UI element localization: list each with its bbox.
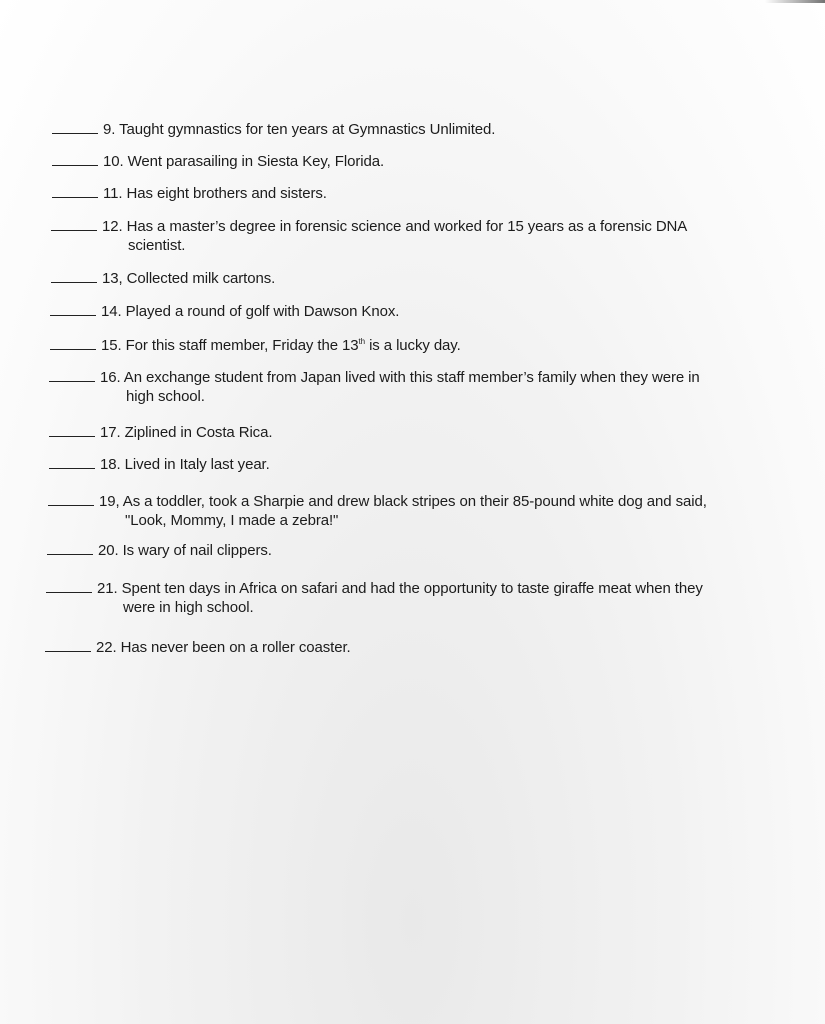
item-text: 18. Lived in Italy last year. [100, 456, 270, 473]
answer-blank[interactable] [49, 467, 95, 469]
item-text: 22. Has never been on a roller coaster. [96, 639, 351, 656]
answer-blank[interactable] [50, 314, 96, 316]
list-item [51, 269, 275, 288]
item-text: 21. Spent ten days in Africa on safari and had the opportunity to taste giraffe meat when they [97, 580, 703, 597]
answer-blank[interactable] [48, 504, 94, 506]
list-item [52, 152, 384, 171]
answer-blank[interactable] [47, 553, 93, 555]
list-item [51, 217, 687, 255]
item-text: 11. Has eight brothers and sisters. [103, 185, 327, 202]
list-item [45, 638, 351, 657]
list-item [49, 423, 272, 442]
page-edge-shadow [765, 0, 825, 3]
item-text: 15. For this staff member, Friday the 13th is a lucky day. [101, 337, 461, 354]
list-item [49, 455, 270, 474]
item-text: 19, As a toddler, took a Sharpie and drew black stripes on their 85-pound white dog and said, [99, 493, 707, 510]
answer-blank[interactable] [49, 380, 95, 382]
item-text: 16. An exchange student from Japan lived with this staff member’s family when they were in [100, 369, 700, 386]
item-text: 20. Is wary of nail clippers. [98, 542, 272, 559]
item-text: 10. Went parasailing in Siesta Key, Florida. [103, 153, 385, 170]
item-text: 12. Has a master’s degree in forensic science and worked for 15 years as a forensic DNA [102, 218, 688, 235]
list-item [46, 579, 703, 617]
answer-blank[interactable] [52, 132, 98, 134]
list-item [48, 492, 707, 530]
item-text: 13, Collected milk cartons. [102, 270, 276, 287]
list-item [47, 541, 272, 560]
list-item [52, 184, 327, 203]
list-item [50, 336, 461, 355]
answer-blank[interactable] [51, 229, 97, 231]
item-text-continued: were in high school. [123, 599, 254, 616]
answer-blank[interactable] [49, 435, 95, 437]
answer-blank[interactable] [51, 281, 97, 283]
item-text-continued: "Look, Mommy, I made a zebra!" [125, 512, 339, 529]
item-text: 14. Played a round of golf with Dawson Knox. [101, 303, 400, 320]
answer-blank[interactable] [50, 348, 96, 350]
item-text-continued: high school. [126, 388, 205, 405]
item-text: 9. Taught gymnastics for ten years at Gymnastics Unlimited. [103, 121, 496, 138]
item-text: 17. Ziplined in Costa Rica. [100, 424, 273, 441]
item-text-continued: scientist. [128, 237, 186, 254]
list-item [49, 368, 700, 406]
list-item [50, 302, 399, 321]
answer-blank[interactable] [52, 196, 98, 198]
answer-blank[interactable] [52, 164, 98, 166]
answer-blank[interactable] [46, 591, 92, 593]
answer-blank[interactable] [45, 650, 91, 652]
list-item [52, 120, 495, 139]
